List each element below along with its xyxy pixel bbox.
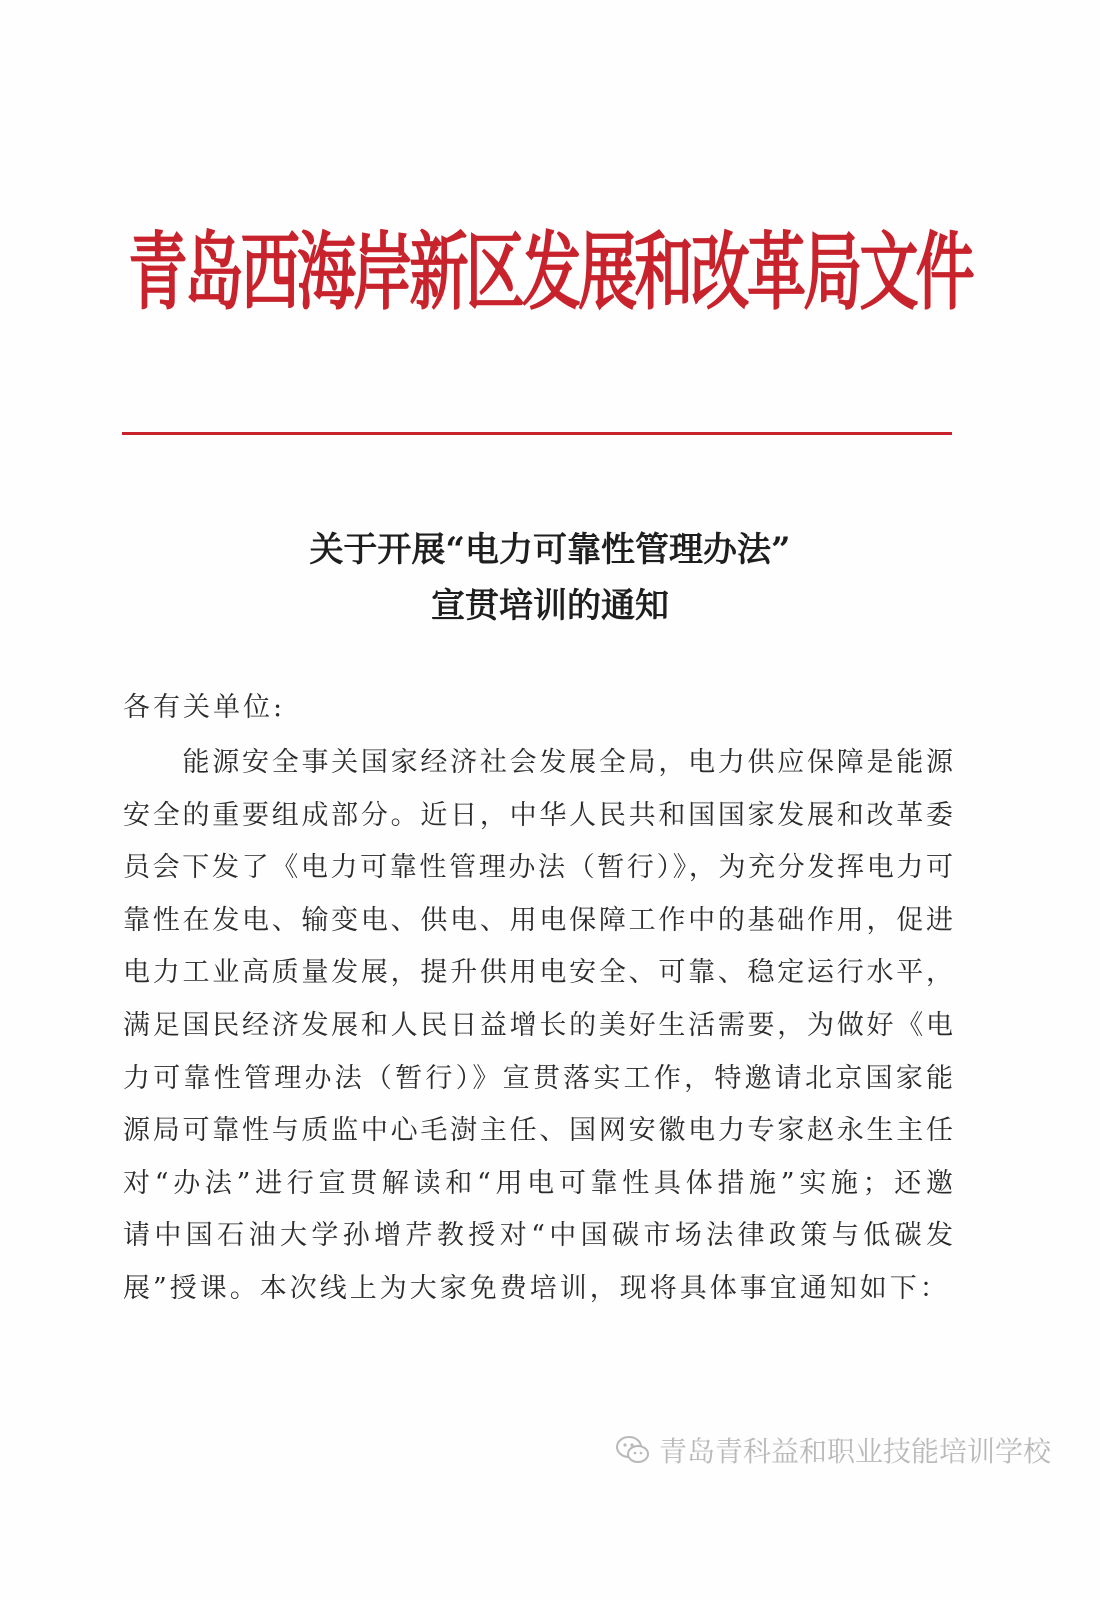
body-line: 电力工业高质量发展，提升供用电安全、可靠、稳定运行水平， [123,957,953,989]
body-line: 对“办法”进行宣贯解读和“用电可靠性具体措施”实施；还邀 [123,1167,953,1199]
watermark [615,1430,1051,1470]
body-line: 请中国石油大学孙增芹教授对“中国碳市场法律政策与低碳发 [123,1220,953,1252]
notice-title-line-1: 关于开展“电力可靠性管理办法” [309,530,791,570]
body-line: 靠性在发电、输变电、供电、用电保障工作中的基础作用，促进 [123,904,953,936]
body-line: 源局可靠性与质监中心毛澍主任、国网安徽电力专家赵永生主任 [123,1115,953,1147]
header-divider [122,432,952,435]
body-line: 力可靠性管理办法（暂行）》宣贯落实工作，特邀请北京国家能 [123,1062,953,1094]
body-paragraph [123,737,953,1316]
watermark-text: 青岛青科益和职业技能培训学校 [659,1435,1052,1468]
body-line: 员会下发了《电力可靠性管理办法（暂行）》，为充分发挥电力可 [123,852,953,884]
notice-title-line-2: 宣贯培训的通知 [431,586,669,626]
body-line: 满足国民经济发展和人民日益增长的美好生活需要，为做好《电 [123,1009,953,1041]
body-line: 能源安全事关国家经济社会发展全局，电力供应保障是能源 [123,747,953,778]
document-header-title: 青岛西海岸新区发展和改革局文件 [128,222,972,322]
body-line: 安全的重要组成部分。近日，中华人民共和国国家发展和改革委 [123,799,953,831]
wechat-icon [615,1435,651,1465]
body-line: 展”授课。本次线上为大家免费培训，现将具体事宜通知如下： [123,1272,950,1304]
notice-title [150,522,950,634]
salutation: 各有关单位: [123,692,286,723]
